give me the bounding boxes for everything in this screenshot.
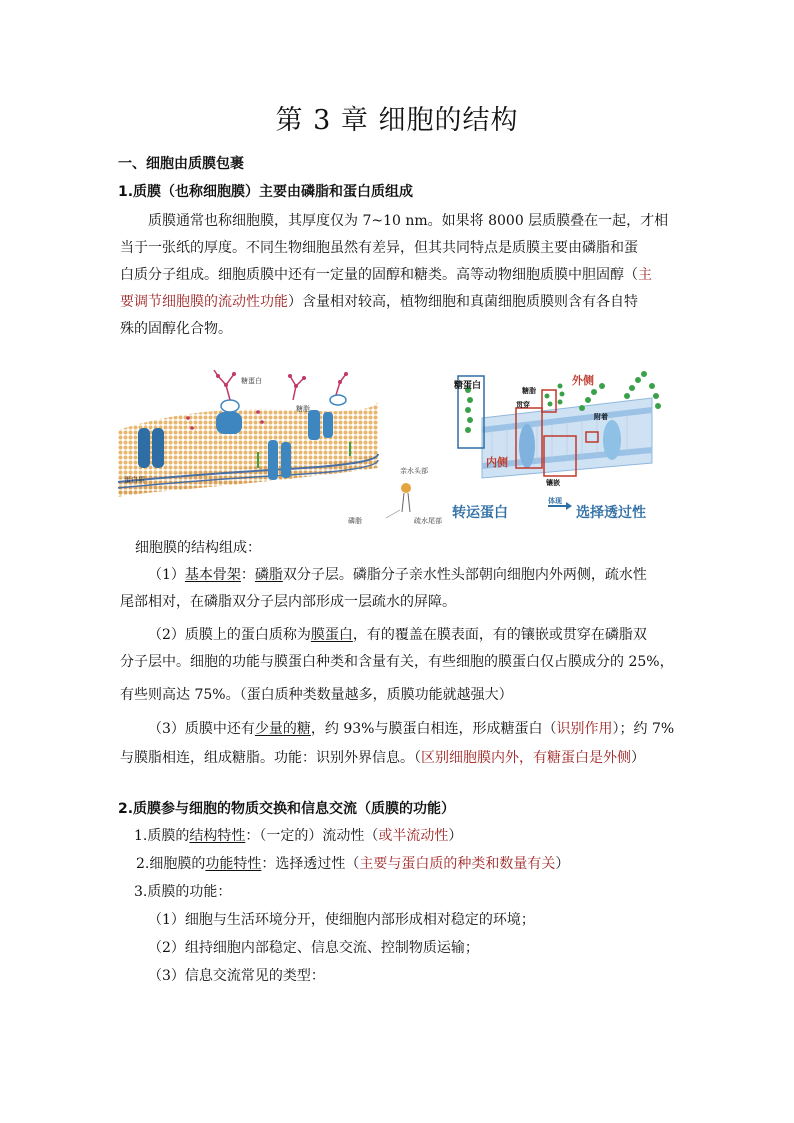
text-span: 与膜脂相连，组成糖脂。功能：识别外界信息。（: [120, 750, 421, 766]
text-span: ）: [448, 828, 463, 844]
label-selective-permeability: 选择透过性: [576, 505, 646, 521]
text-span: 白质分子组成。细胞质膜中还有一定量的固醇和糖类。高等动物细胞质膜中胆固醇（: [120, 267, 638, 283]
text-span: ）含量相对较高，植物细胞和真菌细胞质膜则含有各自特: [288, 294, 638, 310]
text-span: ）；约 7%: [612, 721, 675, 737]
label-glycoprotein: 糖蛋白: [241, 377, 262, 385]
underlined-term: 磷脂: [254, 567, 283, 583]
function-item-1: （1）细胞与生活环境分开，使细胞内部形成相对稳定的环境；: [148, 912, 535, 928]
text-span: 双分子层。磷脂分子亲水性头部朝向细胞内外两侧，疏水性: [282, 567, 647, 583]
label-hydrophilic-head: 亲水头部: [400, 467, 428, 475]
underlined-term: 结构特性: [189, 828, 246, 844]
label-glycolipid: 糖脂: [522, 387, 536, 395]
text-span: ）: [631, 750, 645, 766]
subsection-heading-1: 1.质膜（也称细胞膜）主要由磷脂和蛋白质组成: [118, 184, 414, 200]
text-span: 1.质膜的: [134, 828, 190, 844]
text-span: （2）质膜上的蛋白质称为: [148, 627, 311, 643]
highlight-text: 要调节细胞膜的流动性功能: [120, 294, 288, 310]
label-protein: 蛋白质: [124, 476, 145, 484]
underlined-term: 功能特性: [205, 856, 262, 872]
paragraph-line: 殊的固醇化合物。: [120, 321, 232, 337]
label-glycolipid: 糖脂: [296, 405, 310, 413]
highlight-text: 主: [638, 267, 652, 283]
function-item-2: （2）组持细胞内部稳定、信息交流、控制物质运输；: [148, 940, 479, 956]
membrane-illustration: [118, 370, 448, 530]
structure-item-1-line2: 尾部相对，在磷脂双分子层内部形成一层疏水的屏障。: [120, 594, 456, 610]
function-point-2: [136, 851, 569, 878]
text-span: ：: [240, 567, 255, 583]
membrane-function-figure: [452, 368, 674, 528]
label-phospholipid: 磷脂: [348, 517, 362, 525]
text-span: ）: [555, 856, 570, 872]
structure-item-2: [148, 622, 647, 649]
structure-item-3-line2: [120, 745, 645, 772]
text-span: ，约 93%与膜蛋白相连，形成糖蛋白（: [310, 721, 557, 737]
paragraph-line: [120, 262, 652, 289]
function-point-3: 3.质膜的功能：: [134, 884, 232, 900]
label-transport-protein: 转运蛋白: [452, 505, 508, 521]
section-heading-2: 2.质膜参与细胞的物质交换和信息交流（质膜的功能）: [118, 801, 456, 817]
paragraph-line: [120, 289, 638, 316]
paragraph-line: 当于一张纸的厚度。不同生物细胞虽然有差异，但其共同特点是质膜主要由磷脂和蛋: [120, 240, 638, 256]
structure-item-2-line3: 有些则高达 75%。（蛋白质种类数量越多，质膜功能就越强大）: [120, 687, 513, 703]
label-attach: 附着: [594, 413, 608, 421]
label-inside: 内侧: [486, 456, 508, 469]
structure-item-3: [148, 716, 674, 743]
structure-item-1: [148, 562, 647, 589]
label-embody: 体现: [548, 497, 562, 505]
section-heading-1: 一、细胞由质膜包裹: [118, 156, 244, 172]
page-title: 第 3 章 细胞的结构: [275, 105, 519, 136]
text-span: 2.细胞膜的: [136, 856, 206, 872]
text-span: ：选择透过性（: [261, 856, 360, 872]
membrane-model-figure: [118, 370, 448, 530]
text-span: （3）质膜中还有: [148, 721, 255, 737]
label-outside: 外侧: [572, 374, 594, 387]
label-hydrophobic-tail: 疏水尾部: [414, 517, 442, 525]
text-span: ：（一定的）流动性（: [245, 828, 379, 844]
structure-intro: 细胞膜的结构组成：: [135, 540, 261, 556]
highlight-text: 或半流动性: [378, 828, 449, 844]
underlined-term: 基本骨架: [184, 567, 241, 583]
text-span: （1）: [148, 567, 185, 583]
highlight-text: 识别作用: [556, 721, 613, 737]
highlight-text: 区别细胞膜内外，有糖蛋白是外侧: [421, 750, 631, 766]
function-item-3: （3）信息交流常见的类型：: [148, 968, 325, 984]
label-through: 贯穿: [516, 401, 530, 409]
text-span: ，有的覆盖在膜表面，有的镶嵌或贯穿在磷脂双: [352, 627, 647, 643]
label-glycoprotein: 糖蛋白: [454, 381, 482, 391]
paragraph-line: 质膜通常也称细胞膜，其厚度仅为 7~10 nm。如果将 8000 层质膜叠在一起，才相: [148, 213, 669, 229]
underlined-term: 少量的糖: [254, 721, 311, 737]
label-embed: 镶嵌: [546, 479, 560, 487]
highlight-text: 主要与蛋白质的种类和数量有关: [359, 856, 556, 872]
underlined-term: 膜蛋白: [310, 627, 353, 643]
function-point-1: [134, 823, 462, 850]
structure-item-2-line2: 分子层中。细胞的功能与膜蛋白种类和含量有关，有些细胞的膜蛋白仅占膜成分的 25%，: [120, 654, 674, 670]
